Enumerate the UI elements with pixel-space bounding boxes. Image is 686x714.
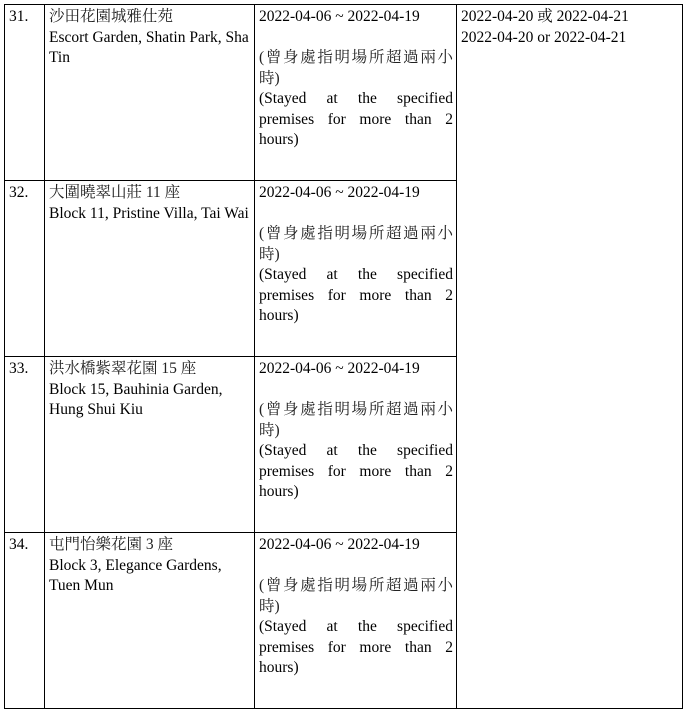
location-english: Block 15, Bauhinia Garden, Hung Shui Kiu [49, 380, 223, 418]
row-number: 34. [5, 533, 45, 709]
location-english: Block 11, Pristine Villa, Tai Wai [49, 204, 249, 222]
date-range: 2022-04-06 ~ 2022-04-19 [259, 184, 420, 201]
location-chinese: 沙田花園城雅仕苑 [49, 8, 174, 25]
testing-dates-chinese: 2022-04-20 或 2022-04-21 [461, 8, 629, 25]
remark-english: (Stayed at the specified premises for more than 2 hours) [259, 266, 453, 324]
remark-english: (Stayed at the specified premises for more than 2 hours) [259, 90, 453, 148]
remark-chinese: (曾身處指明場所超過兩小時) [259, 401, 453, 439]
location-chinese: 屯門怡樂花園 3 座 [49, 536, 174, 553]
date-cell [255, 533, 457, 709]
specified-premises-table [4, 4, 683, 709]
location-english: Block 3, Elegance Gardens, Tuen Mun [49, 556, 222, 594]
date-cell [255, 181, 457, 357]
location-cell [45, 181, 255, 357]
date-range: 2022-04-06 ~ 2022-04-19 [259, 536, 420, 553]
location-chinese: 洪水橋紫翠花園 15 座 [49, 360, 197, 377]
remark-chinese: (曾身處指明場所超過兩小時) [259, 225, 453, 263]
date-cell [255, 357, 457, 533]
row-number: 32. [5, 181, 45, 357]
location-cell [45, 533, 255, 709]
remark-english: (Stayed at the specified premises for more than 2 hours) [259, 442, 453, 500]
remark-chinese: (曾身處指明場所超過兩小時) [259, 577, 453, 615]
location-cell [45, 357, 255, 533]
table-row [5, 5, 683, 181]
remark-chinese: (曾身處指明場所超過兩小時) [259, 49, 453, 87]
remark-english: (Stayed at the specified premises for more than 2 hours) [259, 618, 453, 676]
row-number: 31. [5, 5, 45, 181]
row-number: 33. [5, 357, 45, 533]
location-chinese: 大圍曉翠山莊 11 座 [49, 184, 181, 201]
location-english: Escort Garden, Shatin Park, Sha Tin [49, 28, 249, 66]
testing-dates-english: 2022-04-20 or 2022-04-21 [461, 28, 627, 46]
date-cell [255, 5, 457, 181]
location-cell [45, 5, 255, 181]
date-range: 2022-04-06 ~ 2022-04-19 [259, 360, 420, 377]
date-range: 2022-04-06 ~ 2022-04-19 [259, 8, 420, 25]
testing-dates-cell [457, 5, 683, 709]
